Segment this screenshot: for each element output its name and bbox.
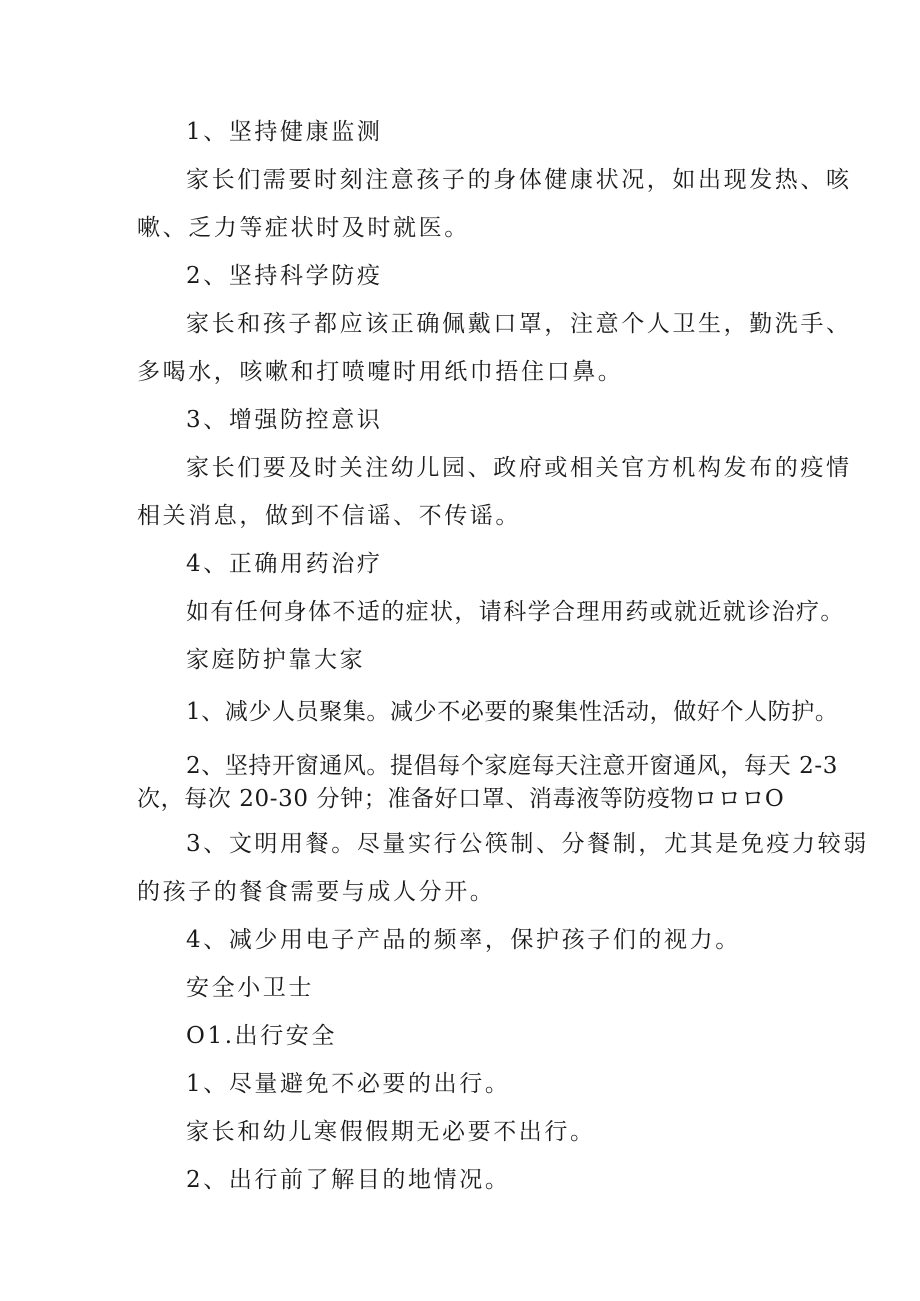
paragraph-line: 如有任何身体不适的症状，请科学合理用药或就近就诊治疗。 <box>186 599 845 625</box>
heading-health-monitoring: 1、坚持健康监测 <box>186 119 383 145</box>
paragraph-line: 家长们要及时关注幼儿园、政府或相关官方机构发布的疫情 <box>186 455 852 481</box>
paragraph-line: 相关消息，做到不信谣、不传谣。 <box>137 503 521 529</box>
heading-prevention-awareness: 3、增强防控意识 <box>186 407 383 433</box>
paragraph-line: 1、减少人员聚集。减少不必要的聚集性活动，做好个人防护。 <box>186 699 839 725</box>
paragraph-line: 的孩子的餐食需要与成人分开。 <box>137 879 496 905</box>
paragraph-line: 家长们需要时刻注意孩子的身体健康状况，如出现发热、咳 <box>186 167 852 193</box>
heading-correct-medication: 4、正确用药治疗 <box>186 551 383 577</box>
section-title-family-protection: 家庭防护靠大家 <box>186 647 366 673</box>
paragraph-line: 家长和幼儿寒假假期无必要不出行。 <box>186 1119 596 1145</box>
heading-travel-safety: O1.出行安全 <box>186 1023 338 1049</box>
paragraph-line: 3、文明用餐。尽量实行公筷制、分餐制，尤其是免疫力较弱 <box>186 831 869 857</box>
paragraph-line: 嗽、乏力等症状时及时就医。 <box>137 215 470 241</box>
section-title-safety-guard: 安全小卫士 <box>186 975 314 1001</box>
paragraph-line: 2、坚持开窗通风。提倡每个家庭每天注意开窗通风，每天 2-3 <box>186 753 838 779</box>
paragraph-line: 家长和孩子都应该正确佩戴口罩，注意个人卫生，勤洗手、 <box>186 311 852 337</box>
paragraph-line: 次，每次 20-30 分钟；准备好口罩、消毒液等防疫物ロロロO <box>137 786 785 812</box>
paragraph-line: 2、出行前了解目的地情况。 <box>186 1167 511 1193</box>
paragraph-line: 4、减少用电子产品的频率，保护孩子们的视力。 <box>186 927 741 953</box>
paragraph-line: 多喝水，咳嗽和打喷嚏时用纸巾捂住口鼻。 <box>137 359 624 385</box>
paragraph-line: 1、尽量避免不必要的出行。 <box>186 1071 511 1097</box>
heading-scientific-prevention: 2、坚持科学防疫 <box>186 263 383 289</box>
